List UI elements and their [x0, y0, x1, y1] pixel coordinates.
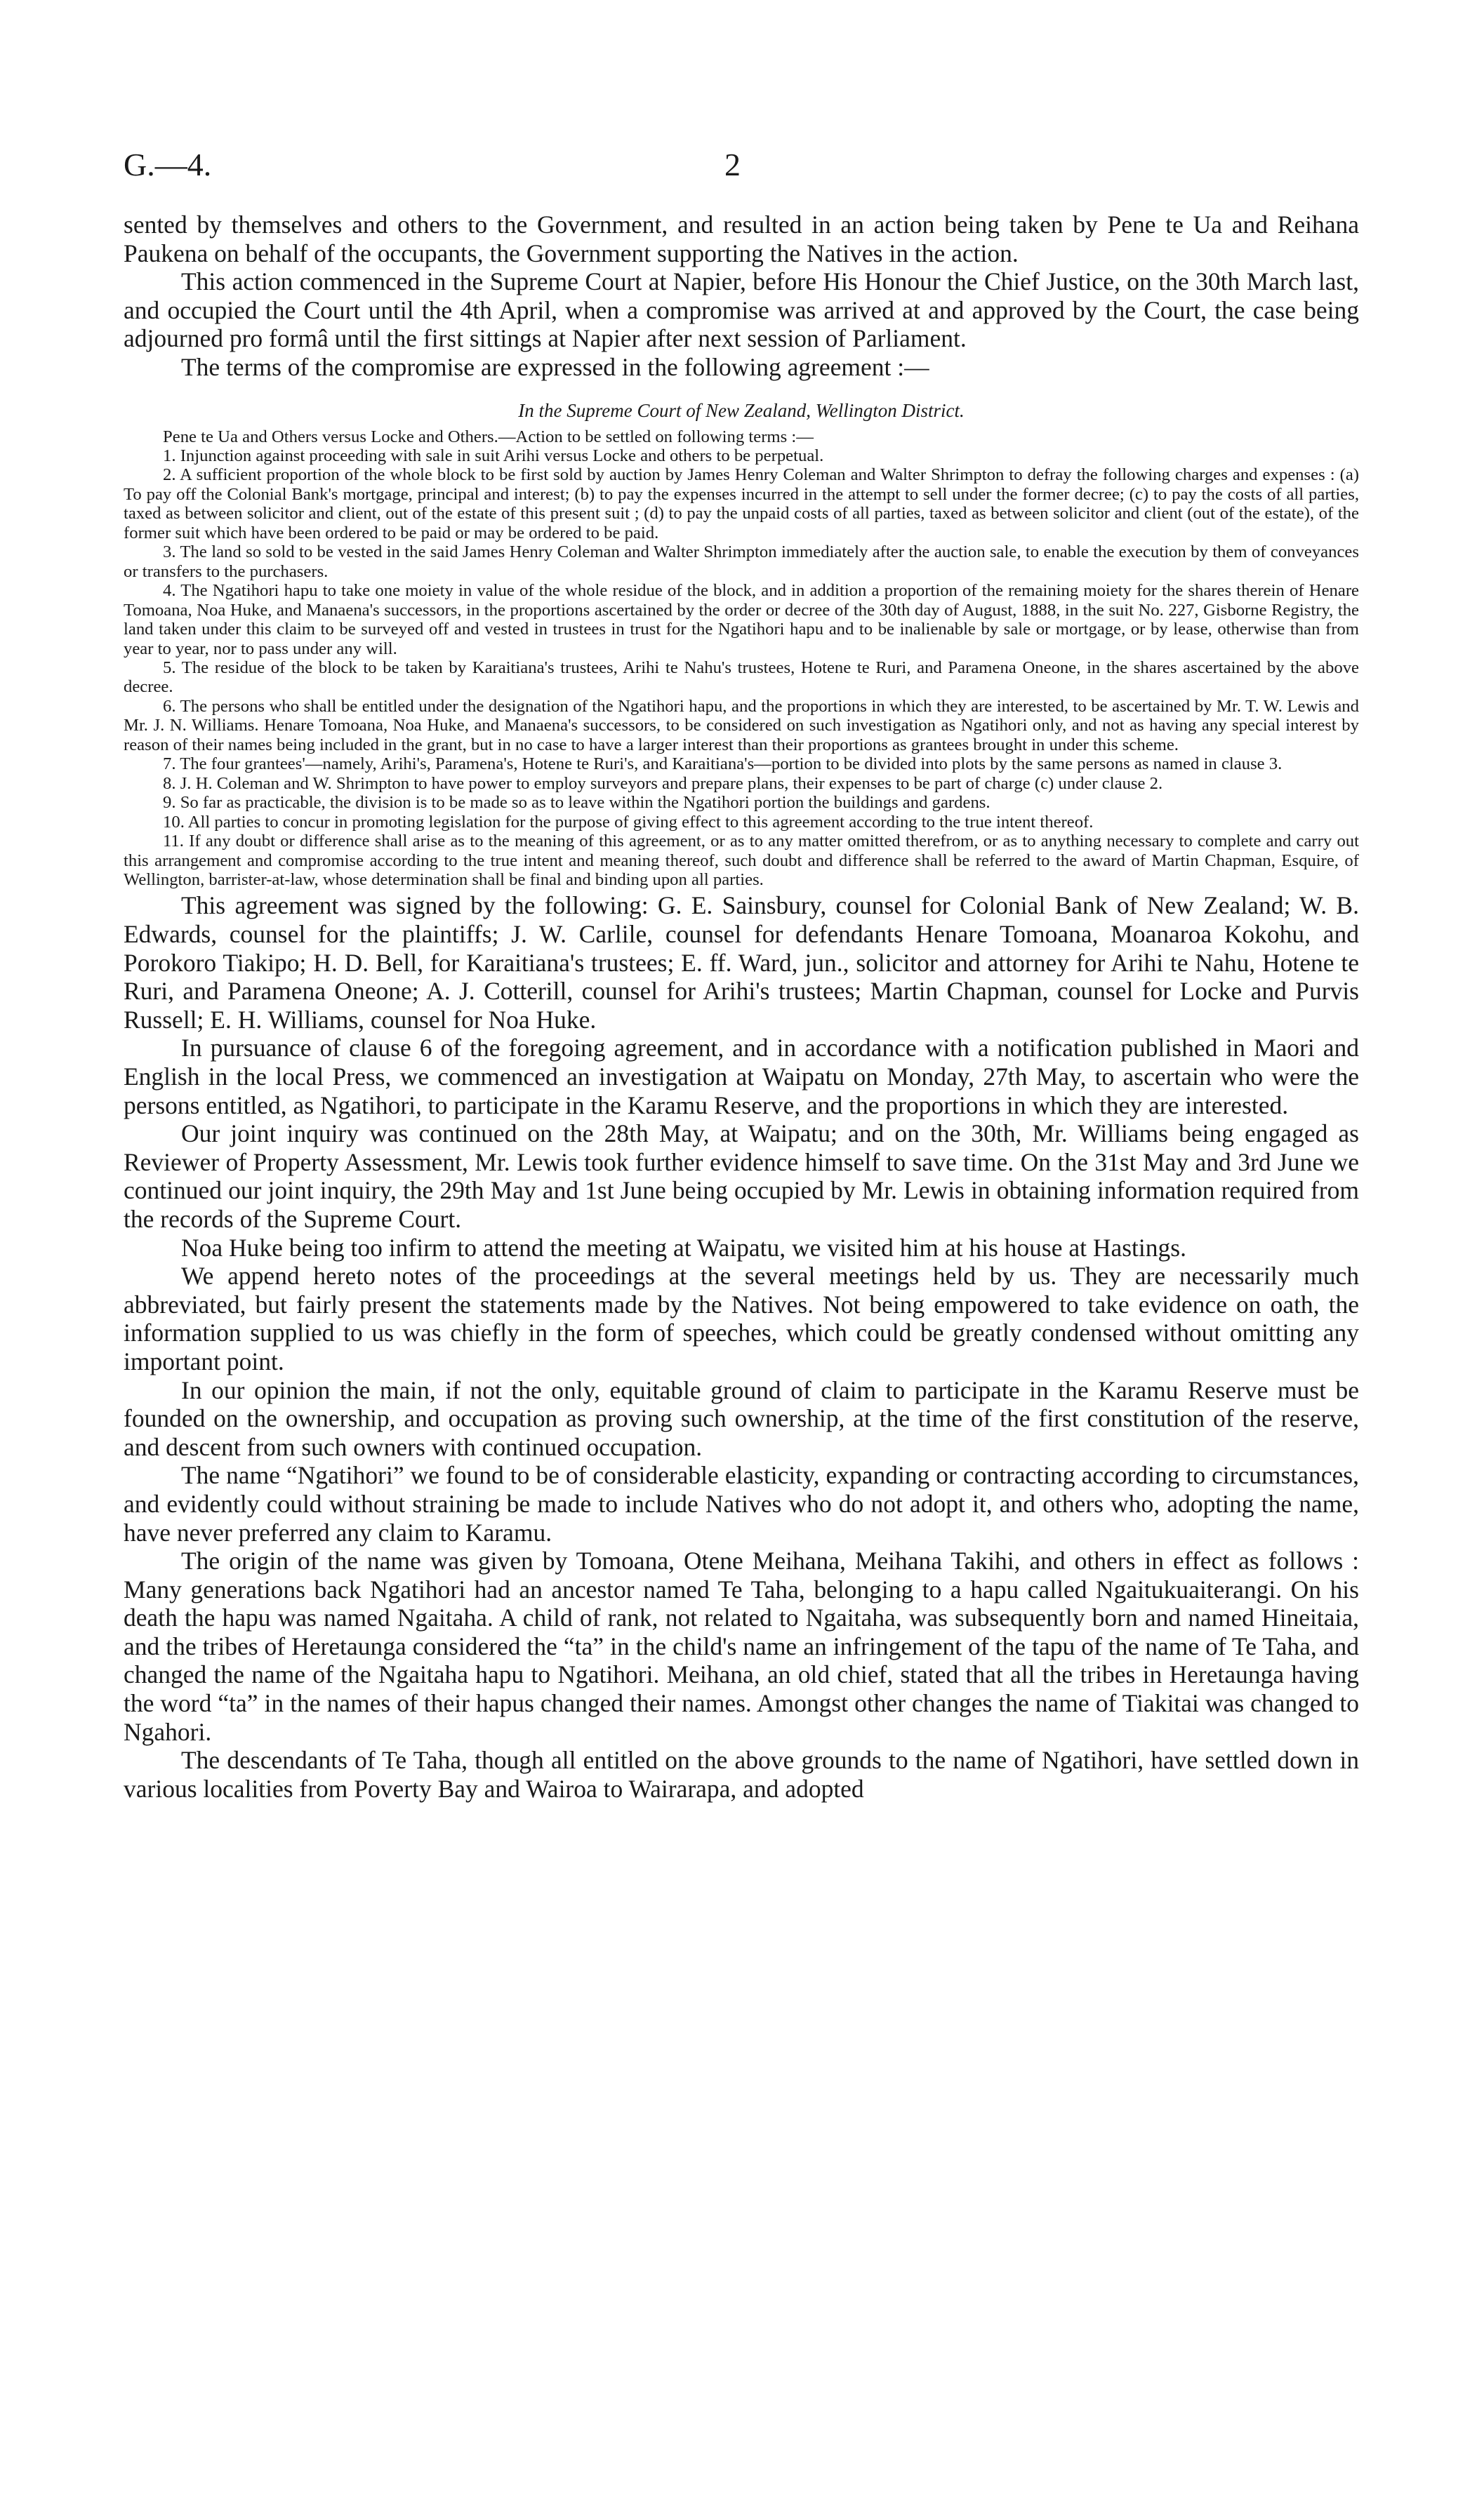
agreement-heading: In the Supreme Court of New Zealand, Wellington District.	[518, 399, 965, 421]
paragraph: The origin of the name was given by Tomoana, Otene Meihana, Meihana Takihi, and others in effect as follows : Many generations back Ngatihori had an ancestor named Te Taha, belonging to a hapu called Ngaitukuaiterangi. On his death the hapu was named Ngaitaha. A child of rank, not related to Ngaitaha, was subsequently born and named Hineitaia, and the tribes of Heretaunga considered the “ta” in the child's name an infringement of the tapu of the name of Te Taha, and changed the name of the Ngaitaha hapu to Ngatihori. Meihana, an old chief, stated that all the tribes in Heretaunga having the word “ta” in the names of their hapus changed their names. Amongst other changes the name of Tiakitai was changed to Ngahori.	[124, 1547, 1359, 1746]
agreement-clause: 6. The persons who shall be entitled under the designation of the Ngatihori hapu, and the proportions in which they are interested, to be ascertained by Mr. T. W. Lewis and Mr. J. N. Williams. Henare Tomoana, Noa Huke, and Manaena's successors, to be considered on such investigation as Ngatihori only, and not as having any special interest by reason of their names being included in the grant, but in no case to have a larger interest than their proportions as grantees brought in under this scheme.	[124, 696, 1359, 754]
paragraph: Noa Huke being too infirm to attend the meeting at Waipatu, we visited him at his house at Hastings.	[181, 1233, 1186, 1262]
agreement-clause: 3. The land so sold to be vested in the said James Henry Coleman and Walter Shrimpton immediately after the auction sale, to enable the execution by them of conveyances or transfers to the purchasers.	[124, 542, 1359, 581]
paragraph: The terms of the compromise are expressed in the following agreement :—	[181, 352, 929, 381]
paragraph: In pursuance of clause 6 of the foregoing agreement, and in accordance with a notification published in Maori and English in the local Press, we commenced an investigation at Waipatu on Monday, 27th May, to ascertain who were the persons entitled, as Ngatihori, to participate in the Karamu Reserve, and the proportions in which they are interested.	[124, 1034, 1359, 1119]
agreement-clause: 4. The Ngatihori hapu to take one moiety in value of the whole residue of the block, and in addition a proportion of the remaining moiety for the shares therein of Henare Tomoana, Noa Huke, and Manaena's successors, in the proportions ascertained by the order or decree of the 30th day of August, 1888, in the suit No. 227, Gisborne Registry, the land taken under this claim to be surveyed off and vested in trustees in trust for the Ngatihori hapu and to be inalienable by sale or mortgage, or by lease, otherwise than from year to year, nor to pass under any will.	[124, 581, 1359, 658]
paragraph: The name “Ngatihori” we found to be of considerable elasticity, expanding or contracting according to circumstances, and evidently could without straining be made to include Natives who do not adopt it, and others who, adopting the name, have never preferred any claim to Karamu.	[124, 1461, 1359, 1547]
agreement-clause: 10. All parties to concur in promoting legislation for the purpose of giving effect to this agreement according to the true intent thereof.	[163, 812, 1094, 832]
page-number: 2	[724, 147, 741, 182]
paragraph: We append hereto notes of the proceedings at the several meetings held by us. They are necessarily much abbreviated, but fairly present the statements made by the Natives. Not being empowered to take evidence on oath, the information supplied to us was chiefly in the form of speeches, which could be greatly condensed without omitting any important point.	[124, 1262, 1359, 1375]
agreement-text	[124, 427, 1359, 890]
paragraph: This action commenced in the Supreme Court at Napier, before His Honour the Chief Justice, on the 30th March last, and occupied the Court until the 4th April, when a compromise was arrived at and approved by the Court, the case being adjourned pro formâ until the first sittings at Napier after next session of Parliament.	[124, 267, 1359, 353]
document-reference: G.—4.	[124, 147, 212, 182]
agreement-clause: 5. The residue of the block to be taken by Karaitiana's trustees, Arihi te Nahu's trustees, Hotene te Ruri, and Paramena Oneone, in the shares ascertained by the above decree.	[124, 658, 1359, 697]
paragraph: sented by themselves and others to the Government, and resulted in an action being taken by Pene te Ua and Reihana Paukena on behalf of the occupants, the Government supporting the Natives in the action.	[124, 211, 1359, 267]
agreement-clause: 2. A sufficient proportion of the whole block to be first sold by auction by James Henry Coleman and Walter Shrimpton to defray the following charges and expenses : (a) To pay off the Colonial Bank's mortgage, principal and interest; (b) to pay the expenses incurred in the attempt to sell under the former decree; (c) to pay the costs of all parties, taxed as between solicitor and client, out of the estate of this present suit ; (d) to pay the unpaid costs of all parties, taxed as between solicitor and client (out of the estate), of the former suit which have been ordered to be paid or may be ordered to be paid.	[124, 465, 1359, 542]
agreement-intro: Pene te Ua and Others versus Locke and Others.—Action to be settled on following terms :—	[163, 427, 814, 446]
agreement-clause: 7. The four grantees'—namely, Arihi's, Paramena's, Hotene te Ruri's, and Karaitiana's—portion to be divided into plots by the same persons as named in clause 3.	[163, 754, 1283, 774]
document-body	[124, 211, 1359, 1803]
report-body	[124, 891, 1359, 1803]
paragraph: This agreement was signed by the following: G. E. Sainsbury, counsel for Colonial Bank of New Zealand; W. B. Edwards, counsel for the plaintiffs; J. W. Carlile, counsel for defendants Henare Tomoana, Moanaroa Kokohu, and Porokoro Tiakipo; H. D. Bell, for Karaitiana's trustees; E. ff. Ward, jun., solicitor and attorney for Arihi te Nahu, Hotene te Ruri, and Paramena Oneone; A. J. Cotterill, counsel for Arihi's trustees; Martin Chapman, counsel for Locke and Purvis Russell; E. H. Williams, counsel for Noa Huke.	[124, 891, 1359, 1034]
paragraph: The descendants of Te Taha, though all entitled on the above grounds to the name of Ngatihori, have settled down in various localities from Poverty Bay and Wairoa to Wairarapa, and adopted	[124, 1746, 1359, 1803]
paragraph: Our joint inquiry was continued on the 28th May, at Waipatu; and on the 30th, Mr. Williams being engaged as Reviewer of Property Assessment, Mr. Lewis took further evidence himself to save time. On the 31st May and 3rd June we continued our joint inquiry, the 29th May and 1st June being occupied by Mr. Lewis in obtaining information required from the records of the Supreme Court.	[124, 1119, 1359, 1233]
agreement-clause: 11. If any doubt or difference shall arise as to the meaning of this agreement, or as to any matter omitted therefrom, or as to anything necessary to complete and carry out this arrangement and compromise according to the true intent and meaning thereof, such doubt and difference shall be referred to the award of Martin Chapman, Esquire, of Wellington, barrister-at-law, whose determination shall be final and binding upon all parties.	[124, 832, 1359, 889]
paragraph: In our opinion the main, if not the only, equitable ground of claim to participate in the Karamu Reserve must be founded on the ownership, and occupation as proving such ownership, at the time of the first constitution of the reserve, and descent from such owners with continued occupation.	[124, 1375, 1359, 1461]
agreement-clause: 8. J. H. Coleman and W. Shrimpton to have power to employ surveyors and prepare plans, their expenses to be part of charge (c) under clause 2.	[163, 773, 1163, 793]
agreement-clause: 1. Injunction against proceeding with sale in suit Arihi versus Locke and others to be perpetual.	[163, 446, 824, 466]
agreement-clause: 9. So far as practicable, the division is to be made so as to leave within the Ngatihori portion the buildings and gardens.	[163, 793, 991, 813]
